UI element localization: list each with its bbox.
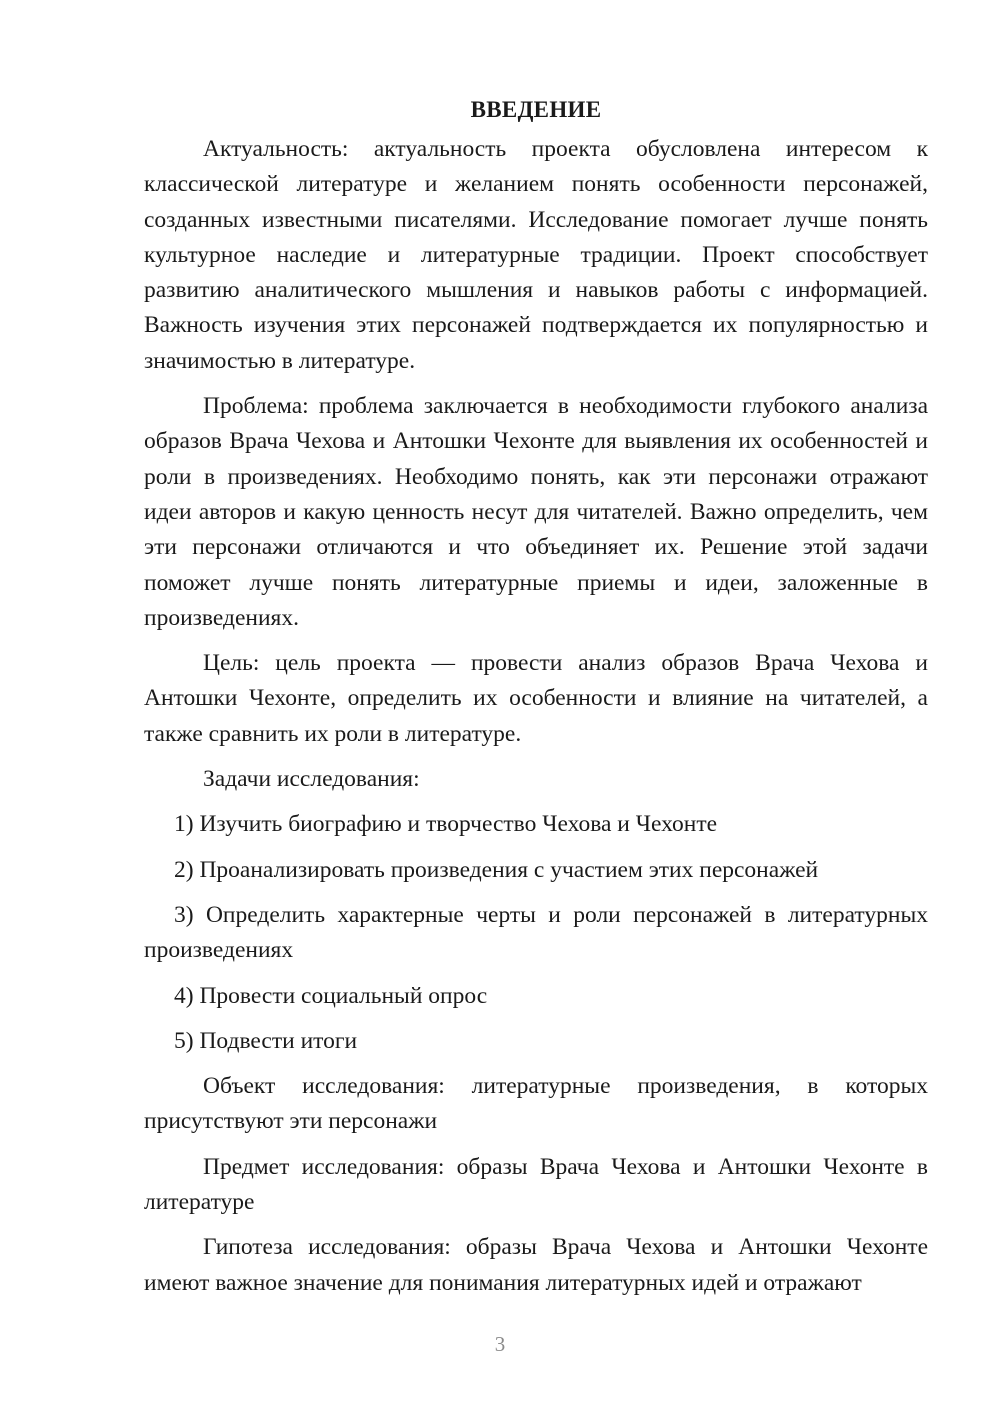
paragraph-goal: Цель: цель проекта — провести анализ образов Врача Чехова и Антошки Чехонте, определить их особенности и влияние на читателей, а также сравнить их роли в литературе.: [144, 650, 928, 747]
paragraph-problem: Проблема: проблема заключается в необходимости глубокого анализа образов Врача Чехова и Антошки Чехонте для выявления их особенностей и роли в произведениях. Необходимо понять, как эти персонажи отражают идеи авторов и какую ценность несут для читателей. Важно определить, чем эти персонажи отличаются и что объединяет их. Решение этой задачи поможет лучше понять литературные приемы и идеи, заложенные в произведениях.: [144, 393, 928, 631]
paragraph-tasks-heading: Задачи исследования:: [203, 766, 420, 793]
section-title: ВВЕДЕНИЕ: [470, 97, 602, 122]
paragraph-hypothesis: Гипотеза исследования: образы Врача Чехова и Антошки Чехонте имеют важное значение для понимания литературных идей и отражают: [144, 1234, 928, 1296]
paragraph-object: Объект исследования: литературные произведения, в которых присутствуют эти персонажи: [144, 1073, 928, 1135]
task-item: 2) Проанализировать произведения с участием этих персонажей: [174, 856, 819, 883]
page-number: 3: [494, 1332, 506, 1356]
task-item: 3) Определить характерные черты и роли персонажей в литературных произведениях: [144, 901, 928, 964]
page-content: [144, 92, 928, 1311]
paragraph-subject: Предмет исследования: образы Врача Чехова и Антошки Чехонте в литературе: [144, 1153, 928, 1216]
task-item: 4) Провести социальный опрос: [174, 982, 488, 1009]
task-item: 1) Изучить биографию и творчество Чехова и Чехонте: [174, 811, 718, 838]
task-item: 5) Подвести итоги: [174, 1027, 358, 1054]
paragraph-relevance: Актуальность: актуальность проекта обусловлена интересом к классической литературе и желанием понять особенности персонажей, созданных известными писателями. Исследование помогает лучше понять культурное наследие и литературные традиции. Проект способствует развитию аналитического мышления и навыков работы с информацией. Важность изучения этих персонажей подтверждается их популярностью и значимостью в литературе.: [144, 136, 928, 374]
